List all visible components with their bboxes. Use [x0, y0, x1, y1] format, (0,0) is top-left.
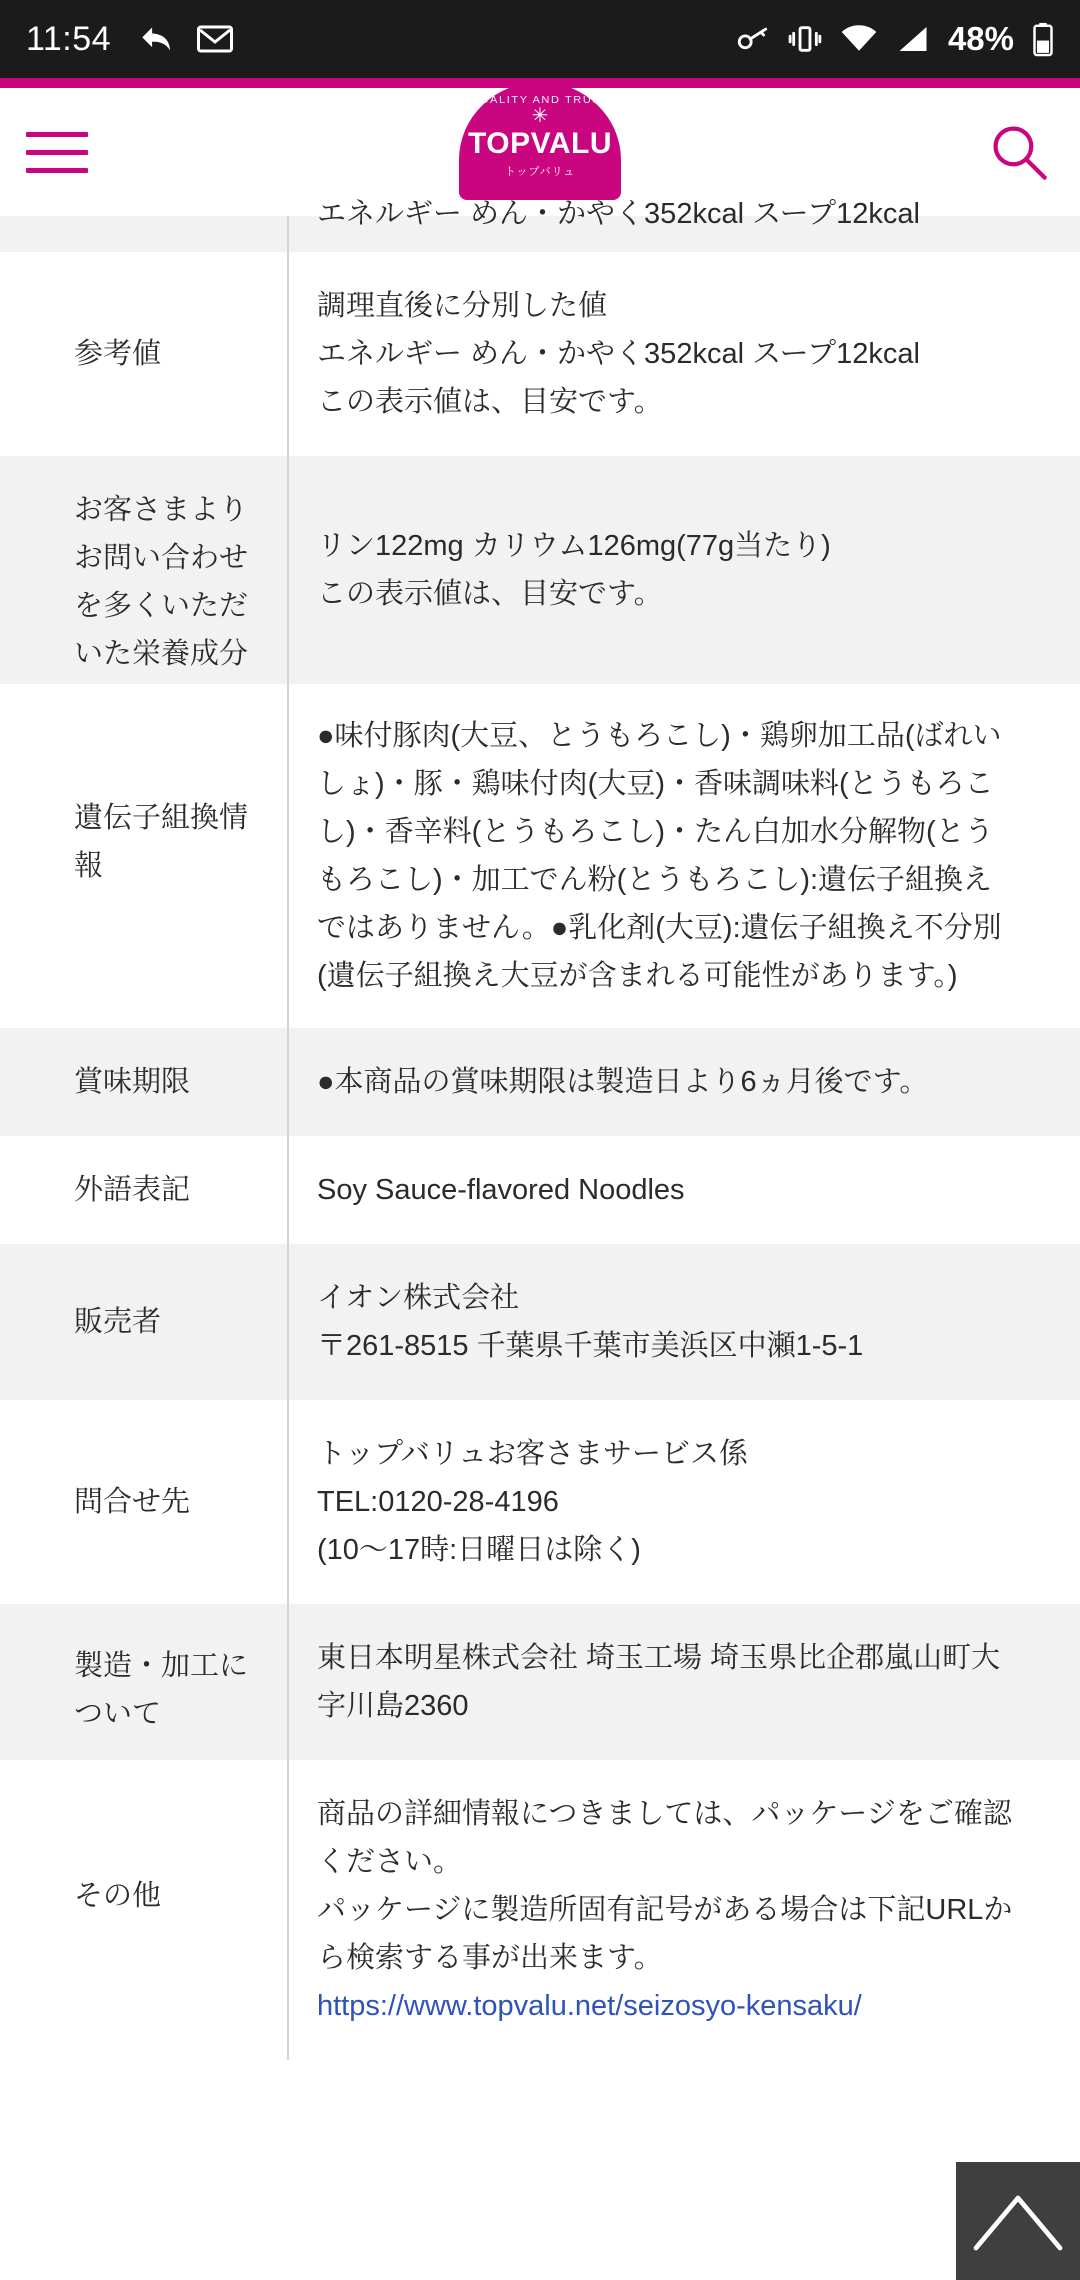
row-value	[287, 1760, 1038, 2060]
search-icon[interactable]	[988, 121, 1050, 183]
row-label-line: 報	[74, 850, 104, 882]
row-label: その他	[74, 1880, 162, 1912]
value-line: 商品の詳細情報につきましては、パッケージをご確認ください。	[317, 1798, 1012, 1878]
scroll-to-top-icon	[972, 2190, 1064, 2252]
row-label: 販売者	[74, 1306, 162, 1338]
table-row	[0, 1604, 1080, 1760]
value-line: エネルギー めん・かやく352kcal スープ12kcal	[317, 338, 920, 370]
row-value: ●本商品の賞味期限は製造日より6ヵ月後です。	[287, 1028, 1038, 1136]
gmail-icon	[197, 24, 233, 54]
table-row	[0, 1400, 1080, 1604]
back-arrow-icon	[137, 21, 177, 57]
topvalu-logo[interactable]	[459, 82, 621, 200]
row-value: Soy Sauce-flavored Noodles	[287, 1136, 1038, 1244]
row-value: ●味付豚肉(大豆、とうもろこし)・鶏卵加工品(ばれいしょ)・豚・鶏味付肉(大豆)・香味調味料(とうもろこし)・香辛料(とうもろこし)・たん白加水分解物(とうもろこし)・加工でん粉(とうもろこし):遺伝子組換えではありません。●乳化剤(大豆):遺伝子組換え不分別(遺伝子組換え大豆が含まれる可能性があります。)	[287, 684, 1038, 1028]
row-label-line: を多くいただ	[74, 590, 249, 622]
row-value: 東日本明星株式会社 埼玉工場 埼玉県比企郡嵐山町大字川島2360	[287, 1604, 1038, 1760]
scroll-to-top-button[interactable]	[956, 2162, 1080, 2280]
row-value	[287, 456, 1038, 684]
row-label-line: お客さまより	[74, 494, 249, 526]
value-line: パッケージに製造所固有記号がある場合は下記URLから検索する事が出来ます。	[317, 1894, 1013, 1974]
value-line: イオン株式会社	[317, 1282, 520, 1314]
row-label: 参考値	[74, 338, 162, 370]
table-row	[0, 1028, 1080, 1136]
value-line: 調理直後に分別した値	[317, 290, 608, 322]
product-detail-table	[0, 198, 1080, 2060]
value-line: トップバリュお客さまサービス係	[317, 1438, 748, 1470]
row-label-line: いた栄養成分	[74, 638, 249, 670]
status-bar	[0, 0, 1080, 78]
table-row	[0, 456, 1080, 684]
value-line: 〒261-8515 千葉県千葉市美浜区中瀬1-5-1	[317, 1330, 864, 1362]
status-clock: 11:54	[26, 19, 112, 58]
value-line: この表示値は、目安です。	[317, 386, 663, 418]
value-line: TEL:0120-28-4196	[317, 1486, 559, 1518]
table-row	[0, 684, 1080, 1028]
battery-percent-label: 48%	[947, 20, 1014, 57]
table-row-clipped	[0, 198, 1080, 252]
wifi-icon	[840, 24, 878, 54]
row-label: 賞味期限	[74, 1066, 191, 1098]
signal-icon	[896, 24, 930, 54]
logo-brand: TOPVALU	[467, 127, 613, 160]
row-label	[42, 1604, 287, 1760]
row-value	[287, 1244, 1038, 1400]
table-row	[0, 252, 1080, 456]
clipped-text: エネルギー めん・かやく352kcal スープ12kcal	[317, 198, 920, 230]
table-row	[0, 1760, 1080, 2060]
logo-tagline: QUALITY AND TRUST	[470, 94, 610, 106]
row-label	[42, 684, 287, 1028]
row-label-line: 遺伝子組換情	[74, 802, 249, 834]
row-value	[287, 1400, 1038, 1604]
status-notification-icons	[137, 21, 233, 57]
row-value	[287, 252, 1038, 456]
vibrate-icon	[788, 23, 822, 55]
row-label-line: お問い合わせ	[74, 542, 249, 574]
row-label	[42, 456, 287, 684]
key-icon	[736, 24, 770, 54]
row-label: 問合せ先	[74, 1486, 191, 1518]
logo-star-icon: ✳	[531, 105, 549, 127]
hamburger-menu-icon[interactable]	[26, 126, 88, 179]
value-line: リン122mg カリウム126mg(77g当たり)	[317, 530, 831, 562]
row-label-line: 製造・加工に	[74, 1650, 249, 1682]
status-system-icons	[736, 20, 1054, 58]
table-row	[0, 1136, 1080, 1244]
battery-icon	[1032, 22, 1054, 56]
row-label: 外語表記	[74, 1174, 191, 1206]
value-line: (10〜17時:日曜日は除く)	[317, 1534, 641, 1566]
table-row	[0, 1244, 1080, 1400]
logo-brand-jp: トップバリュ	[504, 166, 576, 178]
row-label-line: ついて	[74, 1698, 162, 1730]
value-line: この表示値は、目安です。	[317, 578, 663, 610]
seizosyo-kensaku-link[interactable]: https://www.topvalu.net/seizosyo-kensaku/	[317, 1990, 862, 2022]
